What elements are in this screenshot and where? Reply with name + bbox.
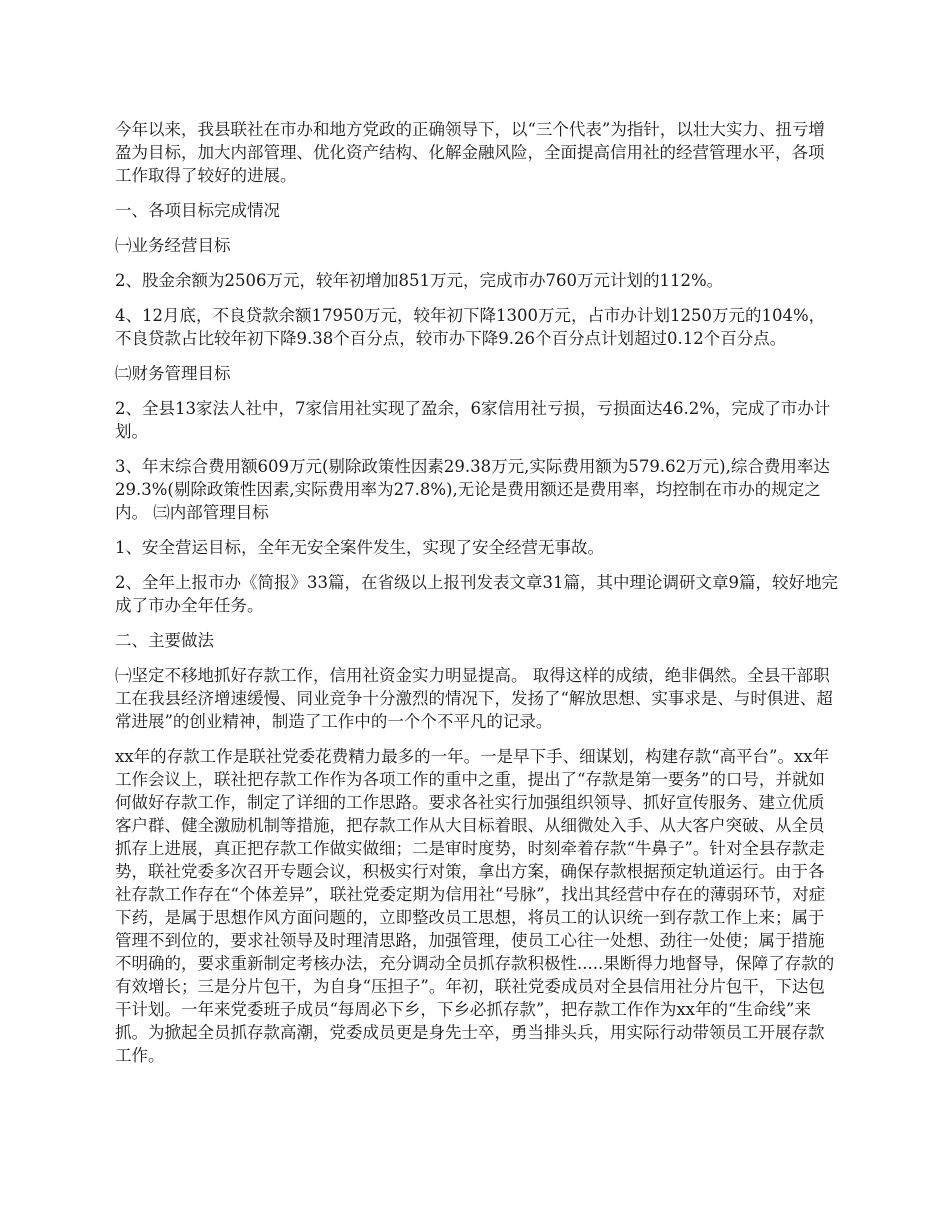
section-heading-methods: 二、主要做法 [115,631,214,650]
paragraph-share-capital: 2、股金余额为2506万元，较年初增加851万元，完成市办760万元计划的112%。 [115,271,724,290]
intro-paragraph: 今年以来，我县联社在市办和地方党政的正确领导下，以“三个代表”为指针，以壮大实力、扭亏增盈为目标，加大内部管理、优化资产结构、化解金融风险，全面提高信用社的经营管理水平，各项工作取得了较好的进展。 [115,120,825,185]
document-body [115,118,840,1079]
paragraph-bad-loans: 4、12月底，不良贷款余额17950万元，较年初下降1300万元，占市办计划1250万元的104%，不良贷款占比较年初下降9.38个百分点，较市办下降9.26个百分点计划超过0.12个百分点。 [115,306,826,348]
subheading-business-targets: ㈠业务经营目标 [115,236,231,255]
paragraph-deposit-work: ㈠坚定不移地抓好存款工作，信用社资金实力明显提高。 取得这样的成绩，绝非偶然。全县干部职工在我县经济增速缓慢、同业竞争十分激烈的情况下，发扬了“解放思想、实事求是、与时俱进、超常进展”的创业精神，制造了工作中的一个个不平凡的记录。 [115,666,833,731]
paragraph-expenses: 3、年末综合费用额609万元(剔除政策性因素29.38万元,实际费用额为579.62万元),综合费用率达29.3%(剔除政策性因素,实际费用率为27.8%),无论是费用额还是费用率，均控制在市办的规定之内。 ㈢内部管理目标 [115,457,830,522]
subheading-finance-targets: ㈡财务管理目标 [115,364,231,383]
paragraph-profit-loss: 2、全县13家法人社中，7家信用社实现了盈余，6家信用社亏损，亏损面达46.2%，完成了市办计划。 [115,399,831,441]
paragraph-safety: 1、安全营运目标，全年无安全案件发生，实现了安全经营无事故。 [115,538,604,557]
paragraph-reports: 2、全年上报市办《简报》33篇，在省级以上报刊发表文章31篇，其中理论调研文章9篇，较好地完成了市办全年任务。 [115,573,838,615]
section-heading-targets: 一、各项目标完成情况 [115,201,280,220]
paragraph-deposit-details: xx年的存款工作是联社党委花费精力最多的一年。一是早下手、细谋划，构建存款“高平台”。xx年工作会议上，联社把存款工作作为各项工作的重中之重，提出了“存款是第一要务”的口号，并就如何做好存款工作，制定了详细的工作思路。要求各社实行加强组织领导、抓好宣传服务、建立优质客户群、健全激励机制等措施，把存款工作从大目标着眼、从细微处入手、从大客户突破、从全员抓存上进展，真正把存款工作做实做细；二是审时度势，时刻牵着存款“牛鼻子”。针对全县存款走势，联社党委多次召开专题会议，积极实行对策，拿出方案，确保存款根据预定轨道运行。由于各社存款工作存在“个体差异”，联社党委定期为信用社“号脉”，找出其经营中存在的薄弱环节，对症下药，是属于思想作风方面问题的，立即整改员工思想，将员工的认识统一到存款工作上来；属于管理不到位的，要求社领导及时理清思路，加强管理，使员工心往一处想、劲往一处使；属于措施不明确的，要求重新制定考核办法，充分调动全员抓存款积极性.....果断得力地督导，保障了存款的有效增长；三是分片包干，为自身“压担子”。年初，联社党委成员对全县信用社分片包干，下达包干计划。一年来党委班子成员“每周必下乡，下乡必抓存款”，把存款工作作为xx年的“生命线”来抓。为掀起全员抓存款高潮，党委成员更是身先士卒，勇当排头兵，用实际行动带领员工开展存款工作。 [115,747,835,1065]
